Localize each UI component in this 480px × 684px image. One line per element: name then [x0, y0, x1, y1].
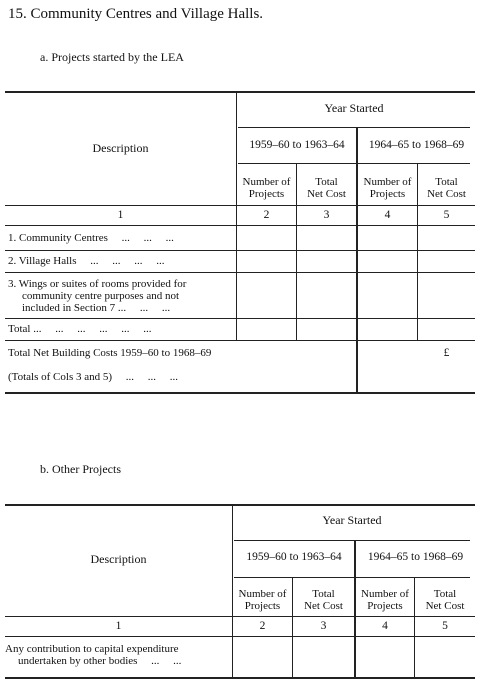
description-header: Description — [90, 552, 147, 566]
header-line: Number of — [238, 588, 287, 600]
table-b-top-rule — [5, 504, 475, 506]
table-b-rule — [234, 540, 470, 541]
header-line: Number of — [242, 176, 291, 188]
header-line: Net Cost — [427, 188, 466, 200]
section-a-label: a. Projects started by the LEA — [40, 50, 184, 64]
number-of-projects-header — [358, 176, 417, 200]
column-number: 1 — [115, 620, 122, 632]
table-b-rule — [5, 636, 475, 637]
year-started-header: Year Started — [322, 513, 382, 527]
header-line: Net Cost — [307, 188, 346, 200]
header-line: Projects — [369, 188, 406, 200]
total-net-cost-header — [415, 588, 475, 612]
summary-label: Total Net Building Costs 1959–60 to 1968–69 — [8, 347, 212, 359]
table-a-rule — [5, 340, 475, 341]
column-number: 4 — [382, 620, 388, 632]
column-number: 2 — [259, 620, 266, 632]
table-a-top-rule — [5, 91, 475, 93]
table-a-rule — [238, 163, 470, 164]
row-label-total: Total ... ... ... ... ... ... — [8, 323, 152, 335]
period-1-header: 1959–60 to 1963–64 — [249, 139, 345, 151]
total-net-cost-header — [418, 176, 475, 200]
column-number: 4 — [384, 209, 391, 221]
column-number: 3 — [323, 209, 330, 221]
total-net-cost-header — [293, 588, 354, 612]
header-line: Total — [433, 588, 457, 600]
column-number: 5 — [442, 620, 448, 632]
row-label: 2. Village Halls ... ... ... ... — [8, 255, 165, 267]
currency-symbol: £ — [443, 347, 450, 359]
table-a-rule — [5, 272, 475, 273]
row-label: undertaken by other bodies ... ... — [18, 655, 182, 667]
table-a-bottom-rule — [5, 392, 475, 394]
row-label: community centre purposes and not — [22, 290, 180, 302]
period-2-header: 1964–65 to 1968–69 — [367, 551, 464, 563]
header-line: Net Cost — [304, 600, 343, 612]
number-of-projects-header — [237, 176, 296, 200]
table-a-rule — [5, 225, 475, 226]
header-line: Number of — [361, 588, 409, 600]
header-line: Net Cost — [425, 600, 465, 612]
row-label: included in Section 7 ... ... ... — [22, 302, 171, 314]
total-net-cost-header — [297, 176, 356, 200]
column-number: 2 — [263, 209, 270, 221]
row-label: 3. Wings or suites of rooms provided for — [8, 278, 187, 290]
column-number: 5 — [443, 209, 450, 221]
table-b-bottom-rule — [5, 677, 475, 679]
description-header: Description — [92, 141, 149, 155]
table-a-rule — [5, 318, 475, 319]
section-b-label: b. Other Projects — [40, 462, 121, 476]
header-line: Number of — [363, 176, 412, 188]
period-2-header: 1964–65 to 1968–69 — [368, 139, 465, 151]
table-a-col-divider — [356, 128, 358, 392]
column-number: 1 — [117, 209, 124, 221]
header-line: Projects — [248, 188, 285, 200]
header-line: Projects — [244, 600, 281, 612]
page-title: 15. Community Centres and Village Halls. — [8, 6, 264, 22]
number-of-projects-header — [233, 588, 292, 612]
header-line: Total — [435, 176, 458, 188]
row-label: 1. Community Centres ... ... ... — [8, 232, 174, 244]
table-a-rule — [5, 250, 475, 251]
period-1-header: 1959–60 to 1963–64 — [246, 551, 342, 563]
header-line: Total — [315, 176, 338, 188]
table-b-rule — [234, 577, 470, 578]
table-b-rule — [5, 616, 475, 617]
row-label: Any contribution to capital expenditure — [5, 643, 179, 655]
header-line: Total — [312, 588, 335, 600]
summary-label: (Totals of Cols 3 and 5) ... ... ... — [8, 371, 179, 383]
column-number: 3 — [320, 620, 327, 632]
header-line: Projects — [367, 600, 403, 612]
table-a-rule — [5, 205, 475, 206]
number-of-projects-header — [356, 588, 414, 612]
table-a-rule — [238, 127, 470, 128]
year-started-header: Year Started — [324, 101, 384, 115]
